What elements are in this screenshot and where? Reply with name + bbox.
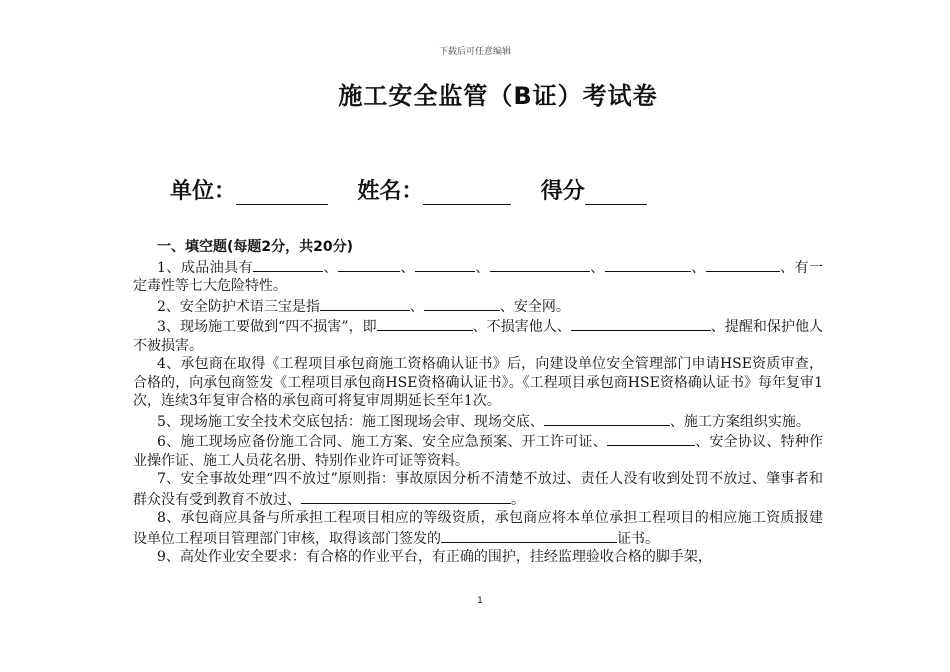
answer-blank[interactable] — [253, 257, 323, 272]
answer-blank[interactable] — [607, 431, 695, 446]
page-number: 1 — [477, 596, 483, 606]
answer-blank[interactable] — [571, 316, 711, 331]
answer-blank[interactable] — [490, 257, 590, 272]
answer-blank[interactable] — [424, 296, 500, 311]
question-2: 2、安全防护术语三宝是指 、 、安全网。 — [133, 296, 823, 317]
score-label: 得分 — [540, 179, 585, 204]
info-row — [170, 174, 647, 205]
name-blank[interactable] — [423, 182, 511, 205]
question-9: 9、高处作业安全要求：有合格的作业平台，有正确的围护，挂经监理验收合格的脚手架， — [157, 549, 712, 565]
exam-body — [133, 238, 823, 567]
unit-blank[interactable] — [236, 182, 328, 205]
answer-blank[interactable] — [706, 257, 780, 272]
answer-blank[interactable] — [377, 316, 473, 331]
unit-label: 单位： — [170, 179, 237, 204]
answer-blank[interactable] — [415, 257, 475, 272]
question-6: 6、施工现场应备份施工合同、施工方案、安全应急预案、开工许可证、 、安全协议、特种作业操作证、施工人员花名册、特别作业许可证等资料。 — [133, 431, 823, 470]
answer-blank[interactable] — [441, 528, 617, 543]
answer-blank[interactable] — [301, 489, 511, 504]
question-1: 1、成品油具有 、 、 、 、 、 、有一定毒性等七大危险特性。 — [133, 257, 823, 296]
question-3: 3、现场施工要做到“四不损害”，即 、不损害他人、 、提醒和保护他人不被损害。 — [133, 316, 823, 355]
header-note: 下载后可任意编辑 — [438, 47, 511, 57]
answer-blank[interactable] — [544, 411, 670, 426]
question-7: 7、安全事故处理“四不放过”原则指：事故原因分析不清楚不放过、责任人没有收到处罚不放过、肇事者和群众没有受到教育不放过、 。 — [133, 471, 823, 508]
name-label: 姓名： — [357, 179, 424, 204]
answer-blank[interactable] — [320, 296, 410, 311]
section-title: 一、填空题(每题2分，共20分) — [157, 239, 354, 255]
question-8: 8、承包商应具备与所承担工程项目相应的等级资质，承包商应将本单位承担工程项目的相应施工资质报建设单位工程项目管理部门审核，取得该部门签发的 证书。 — [133, 510, 823, 547]
page-title: 施工安全监管（B证）考试卷 — [338, 82, 658, 110]
question-4: 4、承包商在取得《工程项目承包商施工资格确认证书》后，向建设单位安全管理部门申请HSE资质审查，合格的，向承包商签发《工程项目承包商HSE资格确认证书》。《工程项目承包商HSE资格确认证书》每年复审1次，连续3年复审合格的承包商可将复审周期延长至年1次。 — [133, 356, 823, 409]
answer-blank[interactable] — [605, 257, 691, 272]
question-5: 5、现场施工安全技术交底包括：施工图现场会审、现场交底、 、施工方案组织实施。 — [133, 411, 823, 432]
score-blank[interactable] — [585, 182, 647, 205]
answer-blank[interactable] — [338, 257, 400, 272]
